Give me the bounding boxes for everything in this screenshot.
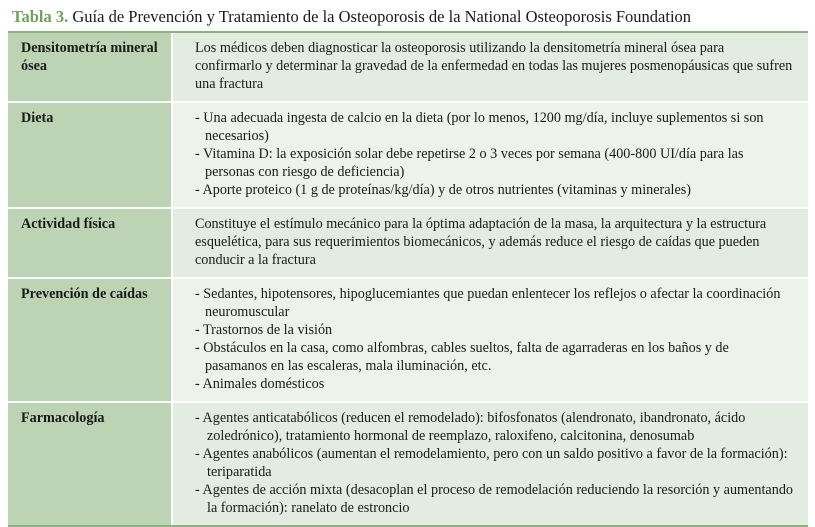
row-content	[173, 403, 808, 525]
list-item: - Agentes de acción mixta (desacoplan el proceso de remodelación reduciendo la resorción y aumentando la formación): ranelato de estroncio	[195, 482, 794, 516]
row-header: Farmacología	[8, 403, 171, 525]
list-item: - Sedantes, hipotensores, hipoglucemiantes que puedan enlentecer los reflejos o afectar la coordinación neuromuscular	[195, 286, 781, 320]
row-content	[173, 279, 808, 401]
list-item: - Obstáculos en la casa, como alfombras, cables sueltos, falta de agarraderas en los baños y de pasamanos en las escaleras, mala iluminación, etc.	[195, 340, 729, 374]
row-header: Dieta	[8, 103, 171, 207]
row-header: Actividad física	[8, 209, 171, 277]
row-content	[173, 103, 808, 207]
row-content	[173, 209, 808, 277]
table-label: Tabla 3.	[12, 7, 69, 26]
row-header: Prevención de caídas	[8, 279, 171, 401]
row-header: Densitometría mineral ósea	[8, 33, 171, 101]
row-paragraph: Constituye el estímulo mecánico para la óptima adaptación de la masa, la arquitectura y la estructura esquelética, para sus requerimientos biomecánicos, y además reduce el riesgo de caídas que pueden conducir a la fractura	[195, 216, 767, 268]
guideline-table	[8, 31, 808, 527]
list-item: - Agentes anabólicos (aumentan el remodelamiento, pero con un saldo positivo a favor de la formación): teriparatida	[195, 446, 788, 480]
table-row-densitometria	[8, 33, 808, 103]
list-item: - Una adecuada ingesta de calcio en la dieta (por lo menos, 1200 mg/día, incluye suplementos si son necesarios)	[195, 110, 764, 144]
table-row-prevencion-caidas	[8, 279, 808, 403]
table-row-dieta	[8, 103, 808, 209]
table-title	[12, 7, 691, 27]
row-content	[173, 33, 808, 101]
table-row-actividad-fisica	[8, 209, 808, 279]
list-item: - Agentes anticatabólicos (reducen el remodelado): bifosfonatos (alendronato, ibandronato, ácido zoledrónico), tratamiento hormonal de reemplazo, raloxifeno, calcitonina, denosumab	[195, 410, 746, 444]
list-item: - Aporte proteico (1 g de proteínas/kg/día) y de otros nutrientes (vitaminas y minerales)	[195, 182, 692, 198]
list-item: - Vitamina D: la exposición solar debe repetirse 2 o 3 veces por semana (400-800 UI/día para las personas con riesgo de deficiencia)	[195, 146, 744, 180]
table-title-text: Guía de Prevención y Tratamiento de la Osteoporosis de la National Osteoporosis Foundation	[68, 7, 692, 26]
list-item: - Animales domésticos	[195, 376, 325, 392]
row-paragraph: Los médicos deben diagnosticar la osteoporosis utilizando la densitometría mineral ósea para confirmarlo y determinar la gravedad de la enfermedad en todas las mujeres posmenopáusicas que sufren una fractura	[195, 40, 793, 92]
list-item: - Trastornos de la visión	[195, 322, 333, 338]
table-row-farmacologia	[8, 403, 808, 525]
